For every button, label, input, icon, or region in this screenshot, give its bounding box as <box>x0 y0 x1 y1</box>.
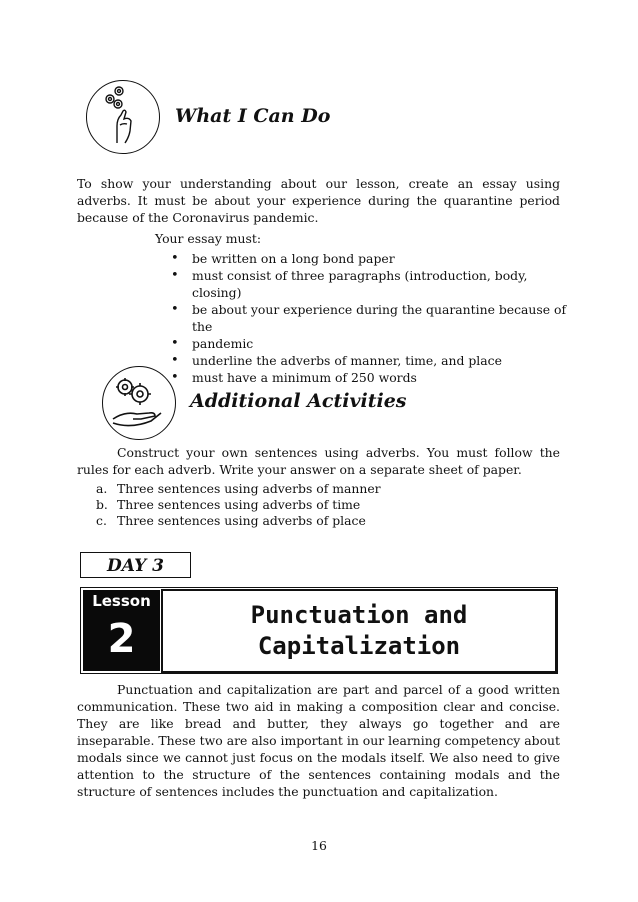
essay-must-label: Your essay must: <box>155 231 262 246</box>
list-item: • underline the adverbs of manner, time, and place <box>167 352 567 369</box>
activity-list <box>96 481 496 529</box>
body-paragraph: Punctuation and capitalization are part and parcel of a good written communication. These two aid in making a composition clear and concise. They are like bread and butter, they always go together and are inseparable. These two are also important in our learning competency about modals since we cannot just focus on the modals itself. We also need to give attention to the structure of the sentences containing modals and the structure of sentences includes the punctuation and capitalization. <box>77 682 560 799</box>
list-item: • must have a minimum of 250 words <box>167 369 567 386</box>
lesson-word: Lesson <box>92 592 151 610</box>
hand-with-gears-icon <box>86 80 160 154</box>
lesson-number: 2 <box>107 616 136 662</box>
list-item: • be written on a long bond paper <box>167 250 567 267</box>
additional-activities-instructions: Construct your own sentences using adverbs. You must follow the rules for each adverb. Write your answer on a separate sheet of paper. <box>77 445 560 477</box>
essay-requirements-list <box>167 250 567 386</box>
what-i-can-do-title: What I Can Do <box>175 105 331 127</box>
list-item: b. Three sentences using adverbs of time <box>96 497 361 512</box>
list-item: a. Three sentences using adverbs of manner <box>96 481 381 496</box>
additional-activities-title: Additional Activities <box>190 390 407 412</box>
what-i-can-do-intro: To show your understanding about our lesson, create an essay using adverbs. It must be about your experience during the quarantine period because of the Coronavirus pandemic. <box>77 176 560 225</box>
lesson-title: Punctuation and Capitalization <box>250 601 468 660</box>
list-item: • be about your experience during the quarantine because of the <box>167 301 567 335</box>
list-item: c. Three sentences using adverbs of place <box>96 513 366 528</box>
list-item-continuation: • pandemic <box>167 335 567 352</box>
list-item: • must consist of three paragraphs (introduction, body, closing) <box>167 267 567 301</box>
gears-over-hand-icon <box>102 366 176 440</box>
page-number: 16 <box>311 838 327 853</box>
day-label: DAY 3 <box>80 552 191 578</box>
